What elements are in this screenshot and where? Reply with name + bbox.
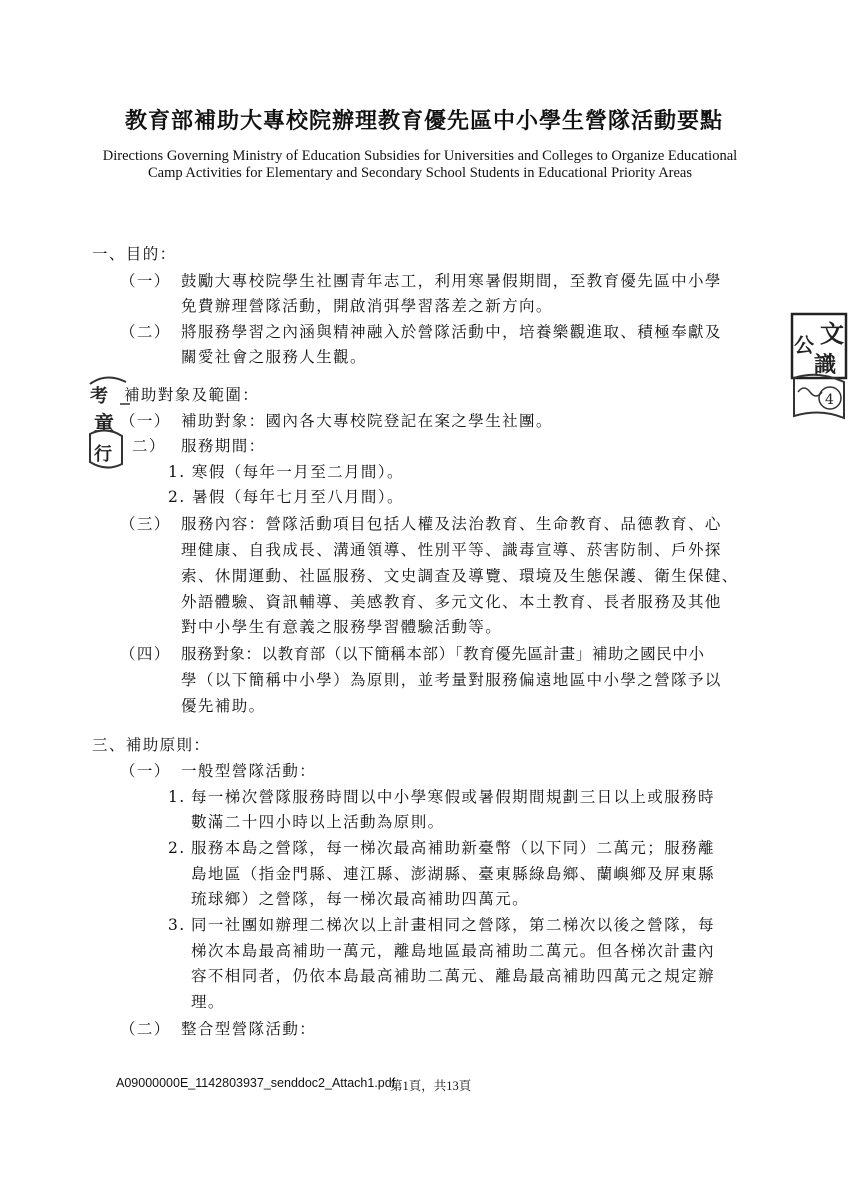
item-number: （四）: [120, 645, 171, 663]
paragraph-line: 琉球鄉）之營隊，每一梯次最高補助四萬元。: [191, 890, 530, 908]
paragraph-line: 數滿二十四小時以上活動為原則。: [191, 813, 445, 831]
paragraph-line: 梯次本島最高補助一萬元，離島地區最高補助二萬元。但各梯次計畫內: [191, 942, 715, 960]
paragraph-line: 一般型營隊活動：: [181, 762, 317, 780]
svg-text:行: 行: [94, 444, 112, 465]
svg-text:識: 識: [814, 352, 837, 378]
paragraph-line: 島地區（指金門縣、連江縣、澎湖縣、臺東縣綠島鄉、蘭嶼鄉及屏東縣: [191, 865, 715, 883]
paragraph-line: 外語體驗、資訊輔導、美感教育、多元文化、本土教育、長者服務及其他: [181, 593, 722, 611]
item-number: （二）: [120, 323, 171, 341]
paragraph-line: 服務內容：營隊活動項目包括人權及法治教育、生命教育、品德教育、心: [181, 515, 722, 533]
item-number: （三）: [120, 515, 171, 533]
footer-filename: A09000000E_1142803937_senddoc2_Attach1.pdf: [116, 1076, 396, 1090]
paragraph-line: 將服務學習之內涵與精神融入於營隊活動中，培養樂觀進取、積極奉獻及: [181, 323, 722, 341]
paragraph-line: 服務期間：: [181, 437, 266, 455]
item-number: （一）: [120, 272, 171, 290]
paragraph-line: 索、休閒運動、社區服務、文史調查及導覽、環境及生態保護、衛生保健、: [181, 567, 739, 585]
section-heading: 三、補助原則：: [92, 736, 211, 754]
item-number: （一）: [120, 762, 171, 780]
item-number: （二）: [120, 1020, 171, 1038]
paragraph-line: 理。: [191, 993, 225, 1011]
list-item: 2. 暑假（每年七月至八月間）。: [168, 488, 404, 506]
paragraph-line: 關愛社會之服務人生觀。: [181, 348, 367, 366]
section-heading: 補助對象及範圍：: [124, 386, 260, 404]
paragraph-line: 鼓勵大專校院學生社團青年志工，利用寒暑假期間，至教育優先區中小學: [181, 272, 722, 290]
paragraph-line: 補助對象：國內各大專校院登記在案之學生社團。: [181, 412, 553, 430]
paragraph-line: 服務對象：以教育部（以下簡稱本部）「教育優先區計畫」補助之國民中小: [181, 645, 705, 663]
paragraph-line: 免費辦理營隊活動，開啟消弭學習落差之新方向。: [181, 297, 553, 315]
section-heading: 一、目的：: [92, 245, 177, 263]
list-number: 3.: [168, 916, 186, 934]
official-seal-stamp: [790, 312, 848, 422]
paragraph-line: 對中小學生有意義之服務學習體驗活動等。: [181, 618, 503, 636]
list-number: 2.: [168, 839, 186, 857]
document-subtitle: Directions Governing Ministry of Education Subsidies for Universities and Colleges to Organize Educational Camp Activities for Elementary and Secondary School Students in Educational Priority Areas: [102, 148, 738, 181]
paragraph-line: 同一社團如辦理二梯次以上計畫相同之營隊，第二梯次以後之營隊，每: [191, 916, 715, 934]
document-title: 教育部補助大專校院辦理教育優先區中小學生營隊活動要點: [124, 108, 723, 134]
paragraph-line: 容不相同者，仍依本島最高補助二萬元、離島最高補助四萬元之規定辦: [191, 967, 715, 985]
item-number: 二）: [132, 437, 166, 455]
paragraph-line: 整合型營隊活動：: [181, 1020, 317, 1038]
svg-text:考: 考: [90, 386, 108, 407]
paragraph-line: 理健康、自我成長、溝通領導、性別平等、識毒宣導、菸害防制、戶外探: [181, 541, 722, 559]
footer-page-number: 第1頁，共13頁: [390, 1079, 472, 1093]
svg-text:公: 公: [794, 333, 814, 357]
svg-text:童: 童: [94, 411, 114, 435]
item-number: （一）: [120, 412, 171, 430]
paragraph-line: 每一梯次營隊服務時間以中小學寒假或暑假期間規劃三日以上或服務時: [191, 788, 715, 806]
svg-text:文: 文: [820, 319, 844, 348]
list-number: 1.: [168, 788, 186, 806]
paragraph-line: 學（以下簡稱中小學）為原則，並考量對服務偏遠地區中小學之營隊予以: [181, 671, 722, 689]
svg-text:4: 4: [825, 392, 834, 408]
paragraph-line: 優先補助。: [181, 697, 266, 715]
list-item: 1. 寒假（每年一月至二月間）。: [168, 463, 404, 481]
official-seal-stamp: [86, 368, 132, 472]
paragraph-line: 服務本島之營隊，每一梯次最高補助新臺幣（以下同）二萬元；服務離: [191, 839, 715, 857]
